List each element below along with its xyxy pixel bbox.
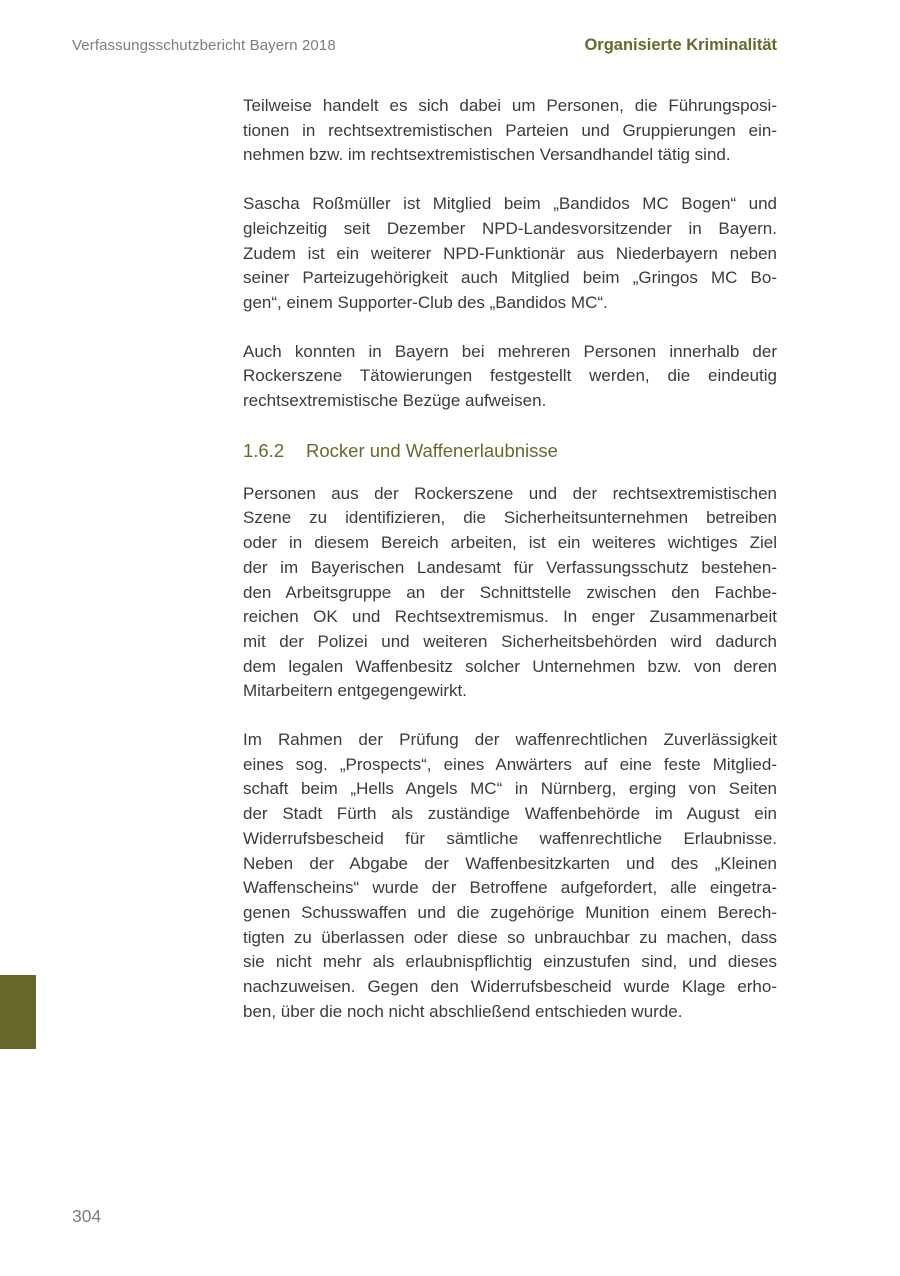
paragraph-line: ben, über die noch nicht abschließend entschieden wurde. <box>243 1001 683 1021</box>
paragraph-line: eines sog. „Prospects“, eines Anwärters auf eine feste Mitglied- <box>243 754 777 774</box>
paragraph-line: oder in diesem Bereich arbeiten, ist ein weiteres wichtiges Ziel <box>243 533 777 553</box>
chapter-title: Organisierte Kriminalität <box>584 36 777 54</box>
paragraph-line: schaft beim „Hells Angels MC“ in Nürnberg, erging von Seiten <box>243 779 777 799</box>
paragraph <box>243 192 777 316</box>
paragraph-line: gen“, einem Supporter-Club des „Bandidos MC“. <box>243 292 608 312</box>
paragraph-line: Waffenscheins“ wurde der Betroffene aufgefordert, alle eingetra- <box>243 878 777 898</box>
paragraph <box>243 482 777 704</box>
paragraph-line: tionen in rechtsextremistischen Parteien und Gruppierungen ein- <box>243 120 777 140</box>
paragraph-line: gleichzeitig seit Dezember NPD-Landesvorsitzender in Bayern. <box>243 218 777 238</box>
section-heading <box>243 438 777 464</box>
section-title: Rocker und Waffenerlaubnisse <box>306 439 558 461</box>
paragraph-line: Zudem ist ein weiterer NPD-Funktionär aus Niederbayern neben <box>243 243 777 263</box>
paragraph-line: seiner Parteizugehörigkeit auch Mitglied beim „Gringos MC Bo- <box>243 268 777 288</box>
paragraph-line: Neben der Abgabe der Waffenbesitzkarten und des „Kleinen <box>243 853 777 873</box>
paragraph-line: mit der Polizei und weiteren Sicherheitsbehörden wird dadurch <box>243 631 777 651</box>
paragraph-line: Auch konnten in Bayern bei mehreren Personen innerhalb der <box>243 341 777 361</box>
paragraph <box>243 728 777 1024</box>
paragraph-line: nachzuweisen. Gegen den Widerrufsbescheid wurde Klage erho- <box>243 977 777 997</box>
paragraph-line: den Arbeitsgruppe an der Schnittstelle zwischen den Fachbe- <box>243 582 777 602</box>
body-text <box>243 94 777 1049</box>
paragraph-line: dem legalen Waffenbesitz solcher Unternehmen bzw. von deren <box>243 656 777 676</box>
paragraph-line: rechtsextremistische Bezüge aufweisen. <box>243 391 547 411</box>
paragraph-line: Rockerszene Tätowierungen festgestellt werden, die eindeutig <box>243 366 777 386</box>
report-title: Verfassungsschutzbericht Bayern 2018 <box>72 37 336 54</box>
page-number: 304 <box>72 1206 102 1226</box>
paragraph-line: der im Bayerischen Landesamt für Verfassungsschutz bestehen- <box>243 557 777 577</box>
section-number: 1.6.2 <box>243 439 285 461</box>
paragraph-line: nehmen bzw. im rechtsextremistischen Versandhandel tätig sind. <box>243 145 731 165</box>
paragraph <box>243 94 777 168</box>
chapter-edge-tab <box>0 975 36 1049</box>
paragraph-line: Sascha Roßmüller ist Mitglied beim „Bandidos MC Bogen“ und <box>243 194 777 214</box>
paragraph-line: Mitarbeitern entgegengewirkt. <box>243 681 467 701</box>
paragraph-line: sie nicht mehr als erlaubnispflichtig einzustufen sind, und dieses <box>243 952 777 972</box>
page-header <box>72 36 777 55</box>
paragraph-line: Im Rahmen der Prüfung der waffenrechtlichen Zuverlässigkeit <box>243 730 777 750</box>
paragraph-line: tigten zu überlassen oder diese so unbrauchbar zu machen, dass <box>243 927 777 947</box>
paragraph-line: der Stadt Fürth als zuständige Waffenbehörde im August ein <box>243 804 777 824</box>
paragraph-line: Widerrufsbescheid für sämtliche waffenrechtliche Erlaubnisse. <box>243 828 777 848</box>
paragraph-line: Szene zu identifizieren, die Sicherheitsunternehmen betreiben <box>243 508 777 528</box>
paragraph-line: Teilweise handelt es sich dabei um Personen, die Führungsposi- <box>243 96 777 115</box>
paragraph-line: reichen OK und Rechtsextremismus. In enger Zusammenarbeit <box>243 607 777 627</box>
paragraph-line: genen Schusswaffen und die zugehörige Munition einem Berech- <box>243 902 777 922</box>
paragraph <box>243 340 777 414</box>
paragraph-line: Personen aus der Rockerszene und der rechtsextremistischen <box>243 483 777 503</box>
